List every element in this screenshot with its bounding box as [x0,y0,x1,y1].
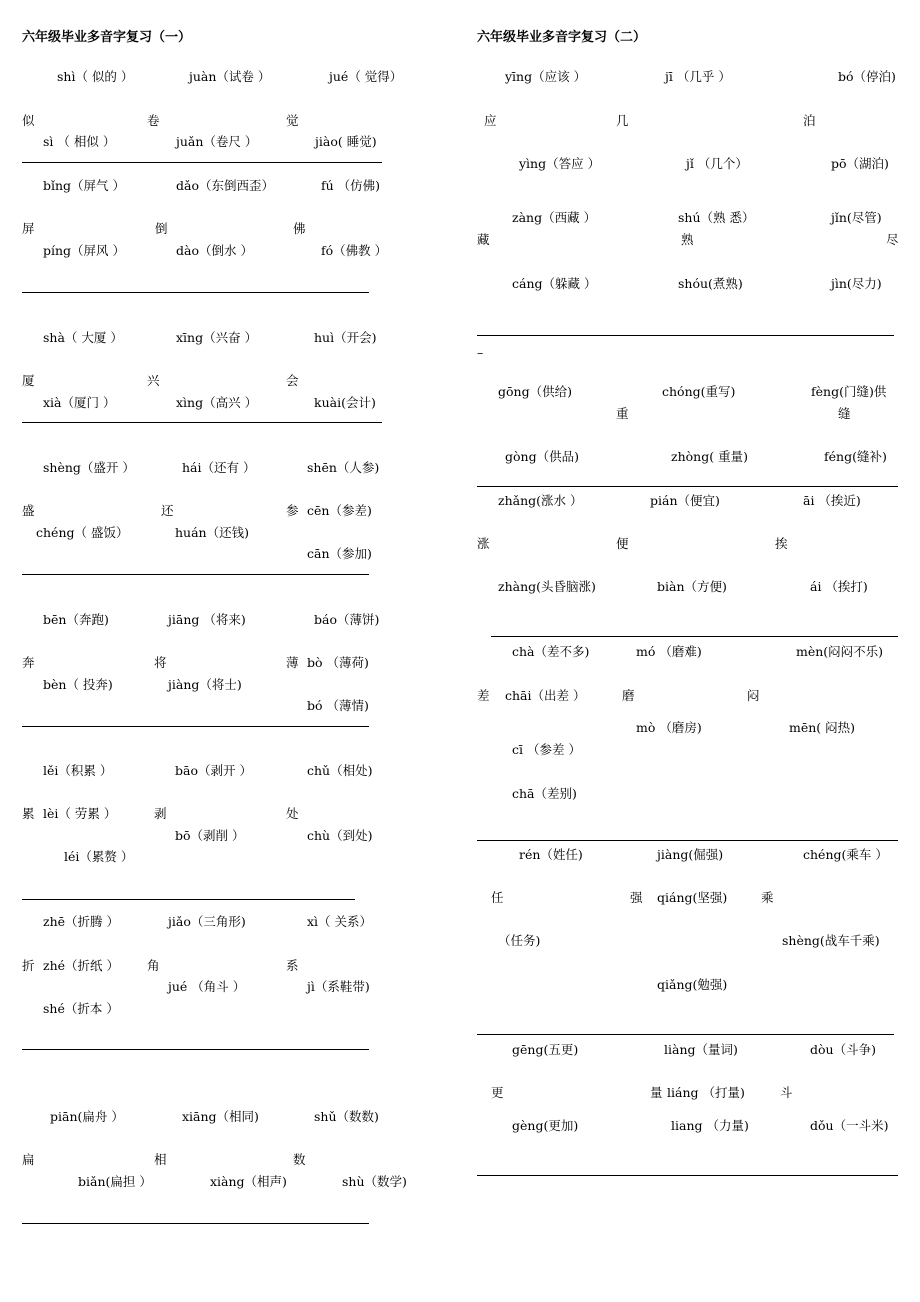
character: 挨 [775,536,788,551]
divider-line [22,292,369,293]
character: 厦 [22,373,35,388]
pinyin-entry: lěi（积累 ） [43,763,113,778]
pinyin-entry: gòng（供品) [505,449,579,464]
pinyin-entry: shà（ 大厦 ） [43,330,123,345]
pinyin-entry: mēn( 闷热) [789,720,856,735]
character: 缝 [838,406,851,421]
divider-line [477,335,894,336]
pinyin-entry: jiào( 睡觉) [315,134,377,149]
character: 似 [22,113,35,128]
pinyin-entry: dǒu（一斗米) [810,1118,889,1133]
pinyin-entry: báo（薄饼) [314,612,380,627]
divider-line [22,162,382,163]
pinyin-entry: kuài(会计) [314,395,376,410]
pinyin-entry: xīng（兴奋 ） [176,330,258,345]
pinyin-entry: biǎn(扁担 ） [78,1174,152,1189]
character: 应 [484,113,497,128]
pinyin-entry: jiàng（将士) [168,677,242,692]
pinyin-entry: mèn(闷闷不乐) [796,644,884,659]
pinyin-entry: bāo（剥开 ） [175,763,252,778]
character: 量 [650,1085,663,1100]
pinyin-entry: shèng(战车千乘) [782,933,880,948]
pinyin-entry: chà（差不多) [512,644,590,659]
pinyin-entry: liáng （打量) [667,1085,745,1100]
character: 剥 [154,806,167,821]
pinyin-entry: bó（停泊) [838,69,896,84]
character: 薄 [286,655,299,670]
pinyin-entry: shēn（人参) [307,460,380,475]
character: 藏 [477,232,490,247]
pinyin-entry: xià（厦门 ） [43,395,116,410]
character: 相 [154,1152,167,1167]
pinyin-entry: pián（便宜) [650,493,720,508]
pinyin-entry: qiǎng(勉强) [657,977,728,992]
pinyin-entry: cáng（躲藏 ） [512,276,597,291]
pinyin-entry: juǎn（卷尺 ） [176,134,258,149]
pinyin-entry: xì（ 关系） [307,914,373,929]
character: 奔 [22,655,35,670]
character: 处 [286,806,299,821]
character: 强 [630,890,643,905]
character: 将 [154,655,167,670]
pinyin-entry: dǎo（东倒西歪） [176,178,274,193]
divider-line [477,1034,894,1035]
pinyin-entry: jī （几乎 ） [665,69,731,84]
pinyin-entry: chǔ（相处) [307,763,373,778]
pinyin-entry: mò （磨房) [636,720,702,735]
pinyin-entry: sì （ 相似 ） [43,134,116,149]
character: 任 [491,890,504,905]
divider-line [491,636,898,637]
pinyin-entry: mó （磨难) [636,644,702,659]
character: 卷 [147,113,160,128]
pinyin-entry: jué（ 觉得） [329,69,403,84]
pinyin-entry: píng（屏风 ） [43,243,126,258]
character: 折 [22,958,35,973]
pinyin-entry: léi（累赘 ） [64,849,134,864]
pinyin-entry: biàn（方便) [657,579,727,594]
pinyin-entry: jiǎo（三角形) [168,914,246,929]
pinyin-entry: juàn（试卷 ） [189,69,271,84]
pinyin-entry: bò （薄荷) [307,655,369,670]
pinyin-entry: pō（湖泊) [831,156,889,171]
pinyin-entry: jiàng(倔强) [657,847,724,862]
character: 涨 [477,536,490,551]
pinyin-entry: ái （挨打) [810,579,868,594]
character: 磨 [622,688,635,703]
pinyin-entry: dào（倒水 ） [176,243,253,258]
character: 盛 [22,503,35,518]
character: 乘 [761,890,774,905]
pinyin-entry: yìng（答应 ） [519,156,601,171]
pinyin-entry: cān（参加) [307,546,372,561]
character: 会 [286,373,299,388]
pinyin-entry: bǐng（屏气 ） [43,178,126,193]
character: 几 [616,113,629,128]
character: 差 [477,688,490,703]
character: 斗 [780,1085,793,1100]
pinyin-entry: huì（开会) [314,330,377,345]
pinyin-entry: bèn（ 投奔) [43,677,113,692]
pinyin-entry: liang （力量) [671,1118,749,1133]
pinyin-entry: shì（ 似的 ） [57,69,134,84]
pinyin-entry: xiàng（相声) [210,1174,287,1189]
pinyin-entry: fó（佛教 ） [321,243,388,258]
divider-line [22,1223,369,1224]
pinyin-entry: lèi（ 劳累 ） [43,806,117,821]
pinyin-entry: （任务) [498,933,541,948]
pinyin-entry: chéng(乘车 ） [803,847,888,862]
character: 便 [616,536,629,551]
divider-line [477,486,898,487]
pinyin-entry: shóu(煮熟) [678,276,743,291]
pinyin-entry: shù（数学) [342,1174,407,1189]
character: 闷 [747,688,760,703]
pinyin-entry: shèng（盛开 ） [43,460,135,475]
character: 扁 [22,1152,35,1167]
character: 还 [161,503,174,518]
character: 觉 [286,113,299,128]
divider-line [477,1175,898,1176]
pinyin-entry: féng(缝补) [824,449,887,464]
pinyin-entry: zhé（折纸 ） [43,958,120,973]
pinyin-entry: jìn(尽力) [831,276,882,291]
pinyin-entry: xìng（高兴 ） [176,395,258,410]
stray-dash: – [477,345,484,360]
character: 倒 [155,221,168,236]
pinyin-entry: xiāng（相同) [182,1109,259,1124]
pinyin-entry: shú（熟 悉） [678,210,755,225]
pinyin-entry: chā（差别) [512,786,577,801]
pinyin-entry: shǔ（数数) [314,1109,379,1124]
pinyin-entry: fú （仿佛) [321,178,381,193]
pinyin-entry: huán（还钱) [175,525,249,540]
pinyin-entry: shé（折本 ） [43,1001,119,1016]
character: 参 [286,503,299,518]
divider-line [477,840,898,841]
divider-line [22,899,355,900]
pinyin-entry: zhē（折腾 ） [43,914,120,929]
pinyin-entry: jì（系鞋带) [307,979,370,994]
pinyin-entry: zhǎng(涨水 ） [498,493,583,508]
character: 尽 [886,232,899,247]
character: 熟 [681,232,694,247]
character: 角 [147,958,160,973]
pinyin-entry: chóng(重写) [662,384,736,399]
pinyin-entry: fèng(门缝)供 [811,384,887,399]
right-page-title: 六年级毕业多音字复习（二） [477,30,647,45]
pinyin-entry: jǐ （几个） [686,156,748,171]
character: 泊 [803,113,816,128]
pinyin-entry: gōng（供给) [498,384,572,399]
divider-line [22,574,369,575]
pinyin-entry: hái（还有 ） [182,460,256,475]
pinyin-entry: bó （薄情) [307,698,369,713]
pinyin-entry: jué （角斗 ） [168,979,246,994]
pinyin-entry: zhòng( 重量) [671,449,748,464]
character: 累 [22,806,35,821]
character: 佛 [293,221,306,236]
pinyin-entry: dòu（斗争) [810,1042,876,1057]
pinyin-entry: piān(扁舟 ） [50,1109,124,1124]
character: 屏 [22,221,35,236]
left-page-title: 六年级毕业多音字复习（一） [22,30,192,45]
pinyin-entry: āi （挨近) [803,493,861,508]
character: 系 [286,958,299,973]
character: 数 [293,1152,306,1167]
pinyin-entry: qiáng(坚强) [657,890,728,905]
pinyin-entry: chāi（出差 ） [505,688,586,703]
pinyin-entry: rén（姓任) [519,847,583,862]
pinyin-entry: chéng（ 盛饭） [36,525,129,540]
character: 更 [491,1085,504,1100]
pinyin-entry: bēn（奔跑) [43,612,109,627]
divider-line [22,1049,369,1050]
divider-line [22,422,382,423]
pinyin-entry: yīng（应该 ） [505,69,587,84]
pinyin-entry: zàng（西藏 ） [512,210,597,225]
pinyin-entry: zhàng(头昏脑涨) [498,579,596,594]
pinyin-entry: liàng（量词) [664,1042,738,1057]
divider-line [22,726,369,727]
character: 重 [616,406,629,421]
pinyin-entry: cī （参差 ） [512,742,581,757]
pinyin-entry: jǐn(尽管) [831,210,882,225]
pinyin-entry: bō（剥削 ） [175,828,245,843]
character: 兴 [147,373,160,388]
pinyin-entry: gēng(五更) [512,1042,579,1057]
pinyin-entry: cēn（参差) [307,503,372,518]
pinyin-entry: chù（到处) [307,828,373,843]
pinyin-entry: gèng(更加) [512,1118,579,1133]
pinyin-entry: jiāng （将来) [168,612,246,627]
